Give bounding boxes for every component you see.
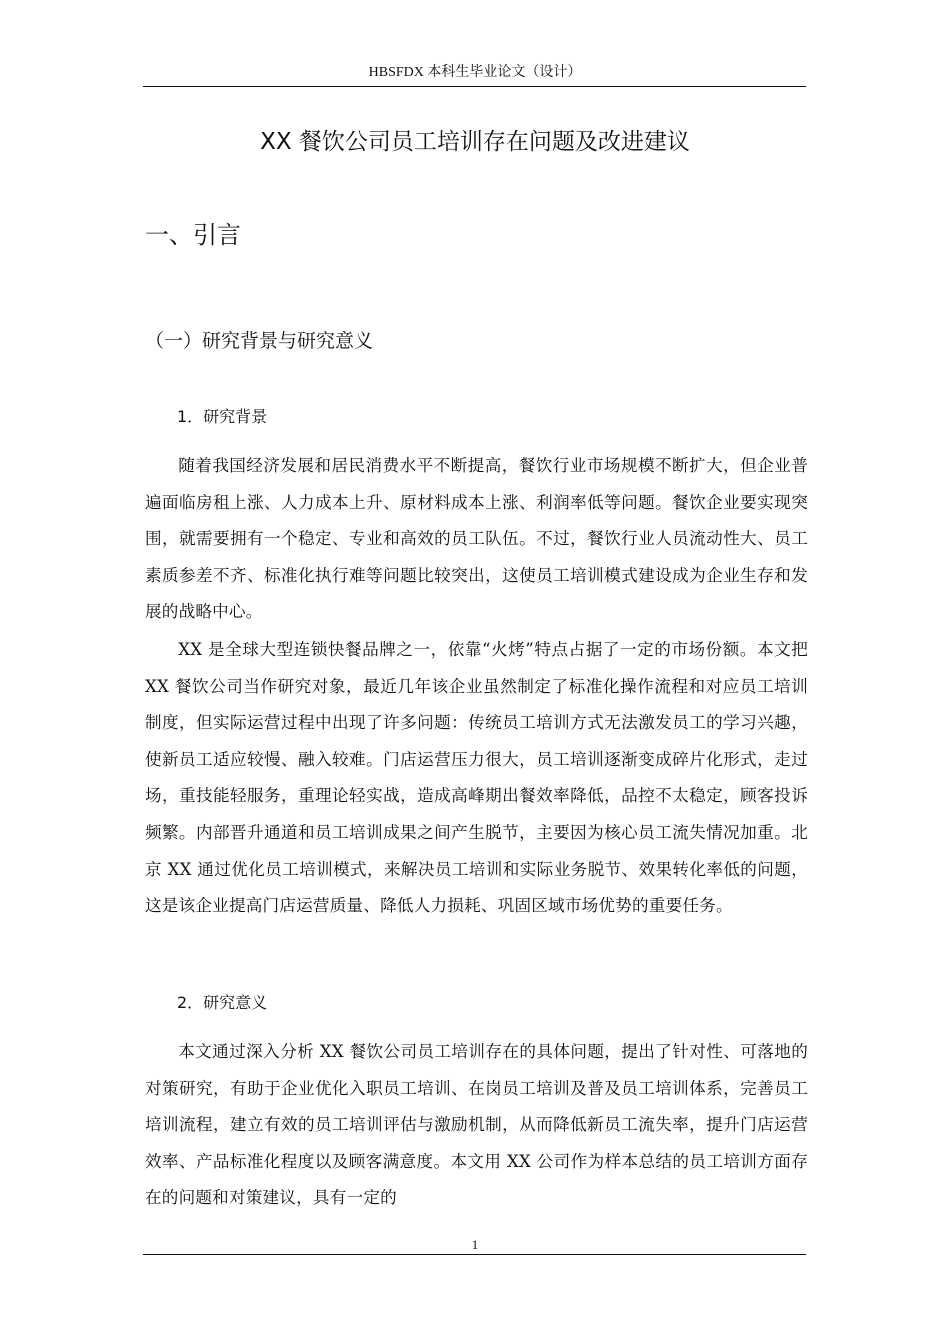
body-paragraph-background-2: XX 是全球大型连锁快餐品牌之一，依靠“火烤”特点占据了一定的市场份额。本文把 XX 餐饮公司当作研究对象，最近几年该企业虽然制定了标准化操作流程和对应员工培训制度，但实际运营过程中出现了许多问题：传统员工培训方式无法激发员工的学习兴趣，使新员工适应较慢、融入较难。门店运营压力很大，员工培训逐渐变成碎片化形式，走过场，重技能轻服务，重理论轻实战，造成高峰期出餐效率降低，品控不太稳定，顾客投诉频繁。内部晋升通道和员工培训成果之间产生脱节，主要因为核心员工流失情况加重。北京 XX 通过优化员工培训模式，来解决员工培训和实际业务脱节、效果转化率低的问题，这是该企业提高门店运营质量、降低人力损耗、巩固区域市场优势的重要任务。 xyxy=(145,640,808,916)
subsection-heading-background-significance: （一）研究背景与研究意义 xyxy=(145,330,374,352)
header-rule xyxy=(143,86,806,87)
document-title: XX 餐饮公司员工培训存在问题及改进建议 xyxy=(260,129,690,155)
section-heading-introduction: 一、引言 xyxy=(145,221,241,249)
page-number: 1 xyxy=(471,1237,479,1252)
running-header: HBSFDX 本科生毕业论文（设计） xyxy=(368,65,582,80)
footer-rule xyxy=(143,1254,806,1255)
body-paragraph-background-1: 随着我国经济发展和居民消费水平不断提高，餐饮行业市场规模不断扩大，但企业普遍面临房租上涨、人力成本上升、原材料成本上涨、利润率低等问题。餐饮企业要实现突围，就需要拥有一个稳定、专业和高效的员工队伍。不过，餐饮行业人员流动性大、员工素质参差不齐、标准化执行难等问题比较突出，这使员工培训模式建设成为企业生存和发展的战略中心。 xyxy=(145,456,808,622)
body-paragraph-significance: 本文通过深入分析 XX 餐饮公司员工培训存在的具体问题，提出了针对性、可落地的对策研究，有助于企业优化入职员工培训、在岗员工培训及普及员工培训体系，完善员工培训流程，建立有效的员工培训评估与激励机制，从而降低新员工流失率，提升门店运营效率、产品标准化程度以及顾客满意度。本文用 XX 公司作为样本总结的员工培训方面存在的问题和对策建议，具有一定的 xyxy=(145,1042,808,1208)
item-heading-research-significance: 2．研究意义 xyxy=(177,993,268,1012)
item-heading-research-background: 1．研究背景 xyxy=(177,407,268,426)
